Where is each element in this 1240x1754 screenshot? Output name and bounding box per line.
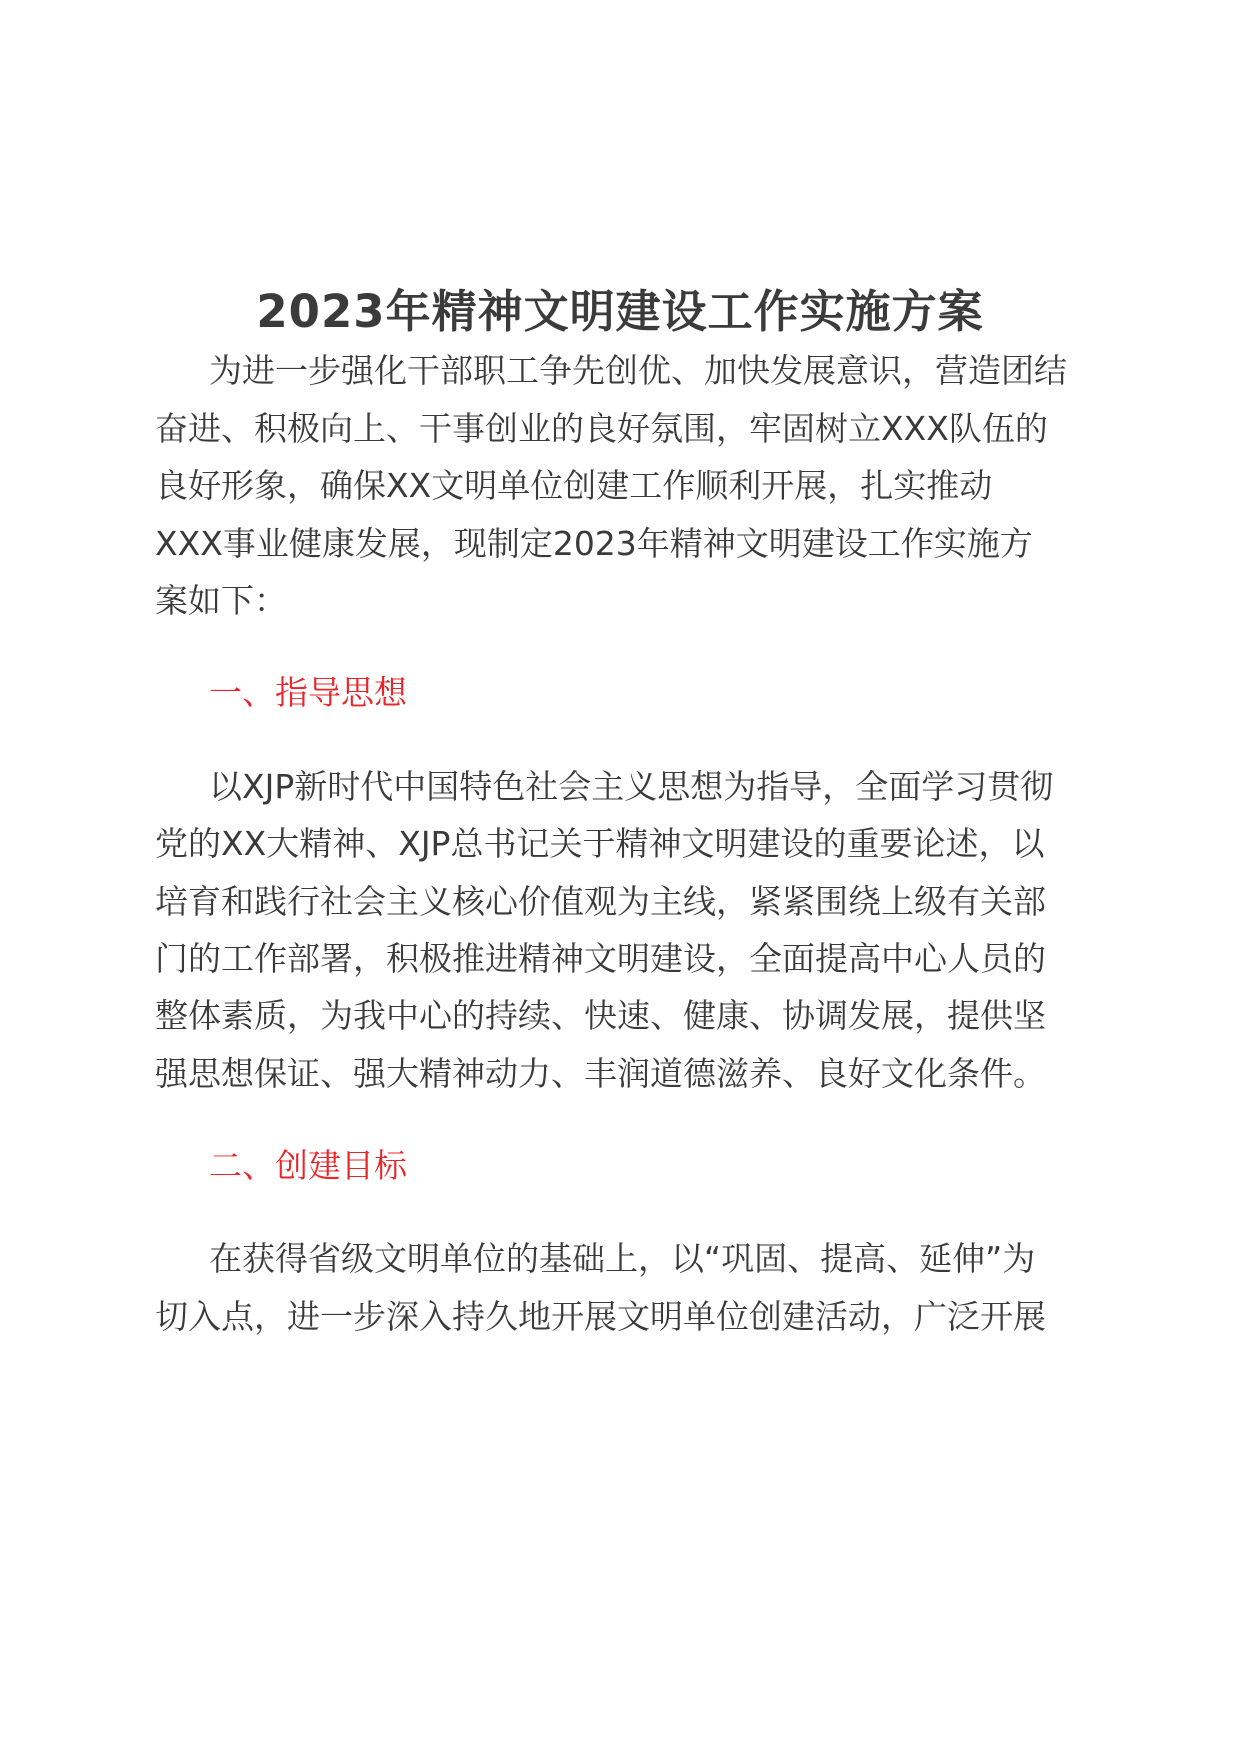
section-heading-creation-goals: 二、创建目标 [209, 1146, 407, 1185]
intro-line-3: 良好形象，确保XX文明单位创建工作顺利开展，扎实推动 [155, 466, 993, 505]
intro-line-5: 案如下： [155, 581, 287, 620]
section1-line-4: 门的工作部署，积极推进精神文明建设，全面提高中心人员的 [155, 939, 1046, 978]
section1-line-3: 培育和践行社会主义核心价值观为主线，紧紧围绕上级有关部 [155, 882, 1046, 921]
intro-line-2: 奋进、积极向上、干事创业的良好氛围，牢固树立XXX队伍的 [155, 409, 1048, 448]
section-heading-guiding-ideology: 一、指导思想 [209, 673, 407, 712]
section1-line-5: 整体素质，为我中心的持续、快速、健康、协调发展，提供坚 [155, 996, 1046, 1035]
section1-line-1: 以XJP新时代中国特色社会主义思想为指导，全面学习贯彻 [209, 767, 1054, 806]
intro-line-1: 为进一步强化干部职工争先创优、加快发展意识，营造团结 [209, 351, 1067, 390]
section1-line-2: 党的XX大精神、XJP总书记关于精神文明建设的重要论述，以 [155, 824, 1045, 863]
intro-line-4: XXX事业健康发展，现制定2023年精神文明建设工作实施方 [155, 524, 1033, 563]
section2-line-1: 在获得省级文明单位的基础上，以“巩固、提高、延伸”为 [209, 1239, 1036, 1278]
document-title: 2023年精神文明建设工作实施方案 [256, 285, 984, 338]
section2-line-2: 切入点，进一步深入持久地开展文明单位创建活动，广泛开展 [155, 1297, 1046, 1336]
section1-line-6: 强思想保证、强大精神动力、丰润道德滋养、良好文化条件。 [155, 1054, 1046, 1093]
